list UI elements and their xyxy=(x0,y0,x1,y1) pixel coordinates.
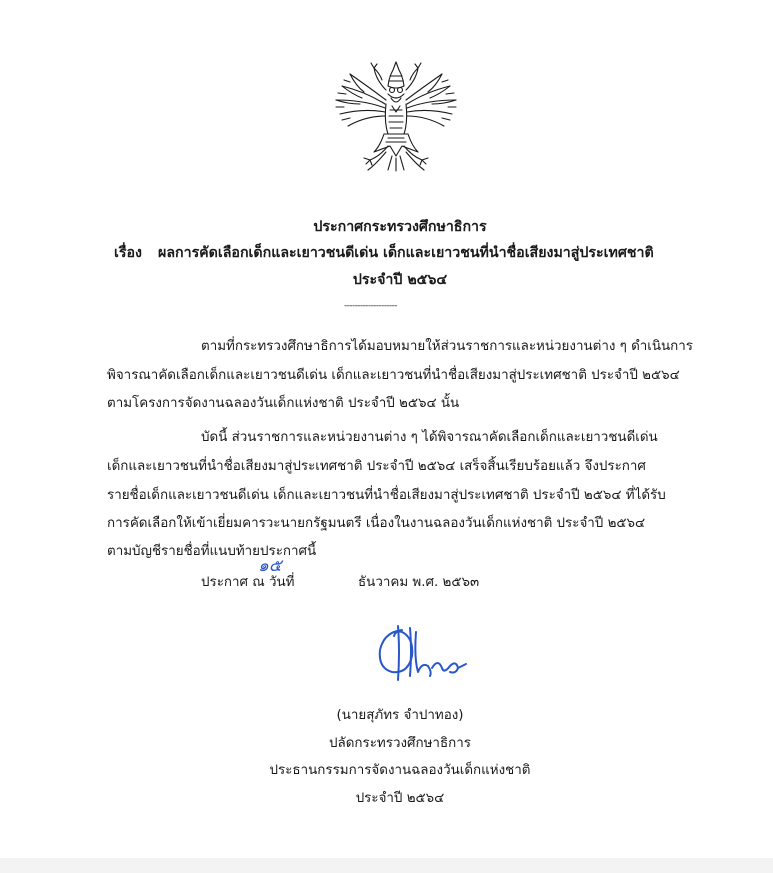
signatory-name: (นายสุภัทร จำปาทอง) xyxy=(336,708,464,723)
date-month-year: ธันวาคม พ.ศ. ๒๕๖๓ xyxy=(358,575,480,590)
para2-line-2: เด็กและเยาวชนที่นำชื่อเสียงมาสู่ประเทศชาติ ประจำปี ๒๕๖๔ เสร็จสิ้นเรียบร้อยแล้ว จึงประกาศ xyxy=(107,459,646,474)
separator-line: -------------------- xyxy=(344,301,397,311)
signatory-committee: ประธานกรรมการจัดงานฉลองวันเด็กแห่งชาติ xyxy=(269,763,531,778)
garuda-emblem-icon xyxy=(330,60,462,172)
para2-line-3: รายชื่อเด็กและเยาวชนดีเด่น เด็กและเยาวชนที่นำชื่อเสียงมาสู่ประเทศชาติ ประจำปี ๒๕๖๔ ที่ได้รับ xyxy=(107,488,666,503)
para1-line-1: ตามที่กระทรวงศึกษาธิการได้มอบหมายให้ส่วนราชการและหน่วยงานต่าง ๆ ดำเนินการ xyxy=(201,339,693,354)
announcement-year: ประจำปี ๒๕๖๔ xyxy=(352,272,448,288)
page-bottom-edge xyxy=(0,858,773,873)
signatory-year: ประจำปี ๒๕๖๔ xyxy=(355,791,445,806)
handwritten-signature-icon xyxy=(372,622,468,686)
subject-text: ผลการคัดเลือกเด็กและเยาวชนดีเด่น เด็กและเยาวชนที่นำชื่อเสียงมาสู่ประเทศชาติ xyxy=(158,245,654,261)
para1-line-2: พิจารณาคัดเลือกเด็กและเยาวชนดีเด่น เด็กและเยาวชนที่นำชื่อเสียงมาสู่ประเทศชาติ ประจำปี ๒๕๖๔ xyxy=(107,368,680,383)
para2-line-5: ตามบัญชีรายชื่อที่แนบท้ายประกาศนี้ xyxy=(107,544,317,559)
para1-line-3: ตามโครงการจัดงานฉลองวันเด็กแห่งชาติ ประจำปี ๒๕๖๔ นั้น xyxy=(107,396,460,411)
para2-line-4: การคัดเลือกให้เข้าเยี่ยมคารวะนายกรัฐมนตรี เนื่องในงานฉลองวันเด็กแห่งชาติ ประจำปี ๒๕๖๔ xyxy=(107,516,646,531)
announcement-issuer: ประกาศกระทรวงศึกษาธิการ xyxy=(313,219,487,235)
signatory-position: ปลัดกระทรวงศึกษาธิการ xyxy=(329,736,471,751)
date-day-handwritten: ๑๕ xyxy=(258,556,282,576)
subject-label: เรื่อง xyxy=(114,245,142,261)
para2-line-1: บัดนี้ ส่วนราชการและหน่วยงานต่าง ๆ ได้พิจารณาคัดเลือกเด็กและเยาวชนดีเด่น xyxy=(201,430,658,445)
date-prefix: ประกาศ ณ วันที่ xyxy=(201,575,295,590)
